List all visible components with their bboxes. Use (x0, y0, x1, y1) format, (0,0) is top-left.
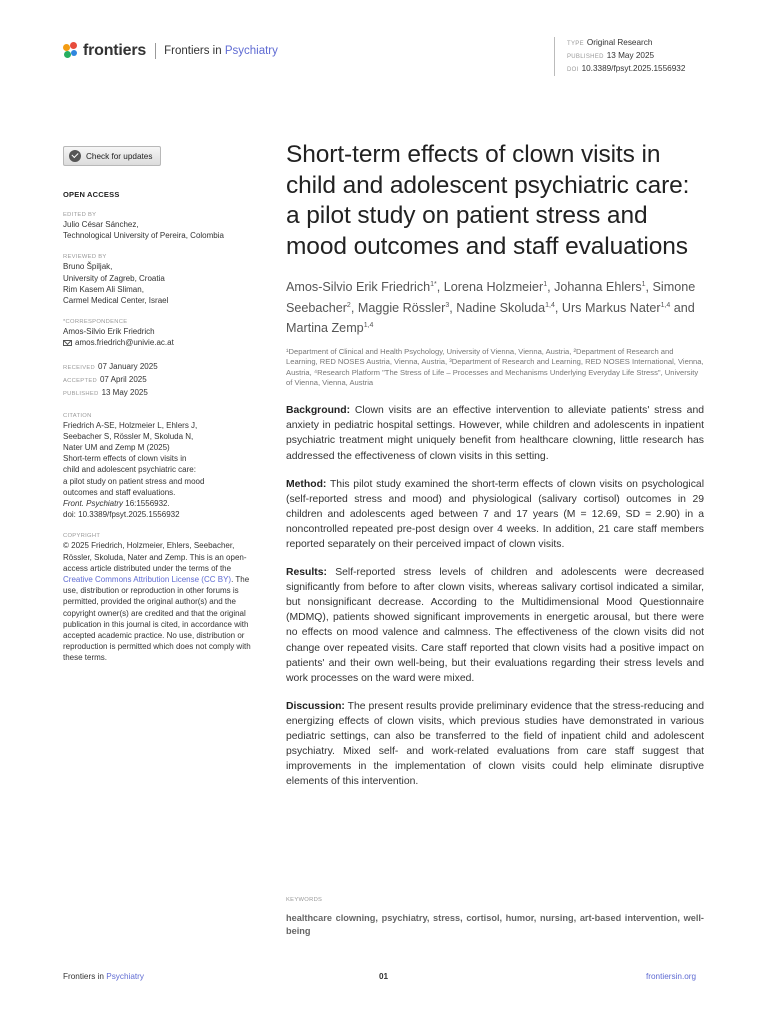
author-affiliation-marker: 1 (641, 281, 646, 288)
keywords-label: KEYWORDS (286, 897, 323, 903)
author-separator: , (645, 280, 653, 295)
abstract-text: Clown visits are an effective intervention to alleviate patients' stress and anxiety in pediatric hospital settings. However, while children and adolescents in inpatient psychiatric treatment might uniquely benefit from healthcare clowning, little research has addressed the effectiveness of clown visits in this setting. (286, 405, 704, 462)
abstract-section (286, 477, 704, 552)
author-separator: , (449, 300, 457, 315)
edited-by-label: EDITED BY (63, 212, 97, 218)
author-affiliation-marker: 3 (445, 301, 450, 309)
author-name[interactable]: Simone Seebacher (286, 280, 696, 315)
copyright-label: COPYRIGHT (63, 533, 101, 540)
author-separator: , (350, 300, 358, 315)
edited-by: Julio César Sánchez, Technological University of Pereira, Colombia (63, 220, 224, 241)
logo-wordmark: frontiers (83, 42, 147, 59)
copyright: © 2025 Friedrich, Holzmeier, Ehlers, Seebacher, Rössler, Skoluda, Nater and Zemp. This is an open-access article distributed under the terms of the Creative Commons Attribution License (CC BY). The use, distribution or reproduction in other forums is permitted, provided the original author(s) and the copyright owner(s) are credited and that the original publication in this journal is cited, in accordance with accepted academic practice. No use, distribution or reproduction is permitted which does not comply with these terms. (63, 541, 251, 663)
frontiers-logo-icon (63, 42, 79, 60)
check-for-updates-button[interactable]: Check for updates (63, 146, 161, 166)
abstract-heading: Results: (286, 567, 327, 579)
citation-doi[interactable]: doi: 10.3389/fpsyt.2025.1556932 (63, 510, 180, 520)
author-name[interactable]: Nadine Skoluda (456, 300, 546, 315)
abstract-heading: Background: (286, 405, 351, 417)
sidebar (63, 146, 263, 664)
author-affiliation-marker: 2 (346, 301, 351, 309)
footer-site-link[interactable]: frontiersin.org (646, 972, 697, 981)
article-title: Short-term effects of clown visits in child and adolescent psychiatric care: a pilot study on patient stress and mood outcomes and staff evaluations (286, 141, 690, 260)
abstract-text: This pilot study examined the short-term effects of clown visits on psychological (self-reported stress and mood) and physiological (salivary cortisol) outcomes in 29 children and adolescents aged between 7 and 17 years (M = 12.69, SD = 2.90) in a noncontrolled repeated pre-post design over 4 weeks. In addition, 21 care staff members reported separately on their perceived impact of clown visits. (286, 478, 704, 550)
affiliations: ¹Department of Clinical and Health Psychology, University of Vienna, Vienna, Austria, ²Department of Research and Learning, RED NOSES Austria, Vienna, Austria, ³Department of Research and Learning, RED NOSES International, Vienna, Austria, ⁴Research Platform "The Stress of Life – Processes and Mechanisms Underlying Everyday Life Stress", University of Vienna, Vienna, Austria (286, 347, 704, 387)
author-list (286, 276, 704, 338)
article-published: PUBLISHED 13 May 2025 (567, 51, 655, 60)
author-affiliation-marker: 1,4 (363, 322, 374, 330)
author-affiliation-marker: 1,4 (545, 301, 555, 309)
mail-icon (63, 340, 72, 346)
author-name[interactable]: Maggie Rössler (357, 300, 446, 315)
abstract-text: Self-reported stress levels of children and adolescents were decreased significantly from before to after clown visits, whereas salivary cortisol indicated a similar, but nonsignificant decrease. According to the Multidimensional Mood Questionnaire (MDMQ), patients showed significant improvements in energetic arousal, but there were no effects on mood valence and calmness. The effectiveness of the clown visits did not change over repeated visits. Care staff reported that clown visits had a positive impact on patients' and their own well-being, but their evaluations regarding their stress levels and work processes on the ward were mixed. (286, 567, 704, 684)
abstract-section (286, 565, 704, 686)
reviewed-by-label: REVIEWED BY (63, 254, 107, 261)
journal-name[interactable]: Frontiers in Psychiatry (164, 45, 278, 57)
author-affiliation-marker: 1,4 (660, 301, 671, 309)
author-name[interactable]: Urs Markus Nater (561, 300, 661, 315)
citation-label: CITATION (63, 412, 92, 419)
article-doi[interactable]: DOI 10.3389/fpsyt.2025.1556932 (567, 64, 686, 73)
cc-by-license-link[interactable]: Creative Commons Attribution License (CC BY) (63, 575, 232, 585)
author-name[interactable]: Johanna Ehlers (554, 280, 642, 295)
article-dates: RECEIVED 07 January 2025 ACCEPTED 07 April 2025 PUBLISHED 13 May 2025 (63, 361, 158, 397)
abstract-section (286, 699, 704, 790)
correspondence: Amos-Silvio Erik Friedrich amos.friedrich@univie.ac.at (63, 327, 174, 348)
keywords: healthcare clowning, psychiatry, stress, cortisol, humor, nursing, art-based intervention, well-being (286, 913, 704, 937)
abstract-heading: Method: (286, 478, 327, 490)
correspondence-label: *CORRESPONDENCE (63, 319, 128, 326)
correspondence-email[interactable]: amos.friedrich@univie.ac.at (75, 338, 174, 348)
author-name[interactable]: Lorena Holzmeier (443, 280, 544, 295)
page-number: 01 (379, 972, 389, 981)
article-main (286, 140, 704, 802)
abstract-section (286, 403, 704, 463)
author-separator: , (547, 280, 555, 295)
check-icon (69, 150, 81, 162)
author-name[interactable]: Amos-Silvio Erik Friedrich (286, 280, 431, 295)
article-type: TYPE Original Research (567, 38, 653, 47)
frontiers-logo[interactable] (63, 42, 278, 60)
abstract (286, 403, 704, 789)
article-meta (554, 37, 685, 76)
open-access-label: OPEN ACCESS (63, 190, 120, 199)
citation: Friedrich A-SE, Holzmeier L, Ehlers J, Seebacher S, Rössler M, Skoluda N, Nater UM and Zemp M (2025) Short-term effects of clown visits in child and adolescent psychiatric care: a pilot study on patient stress and mood outcomes and staff evaluations. Front. Psychiatry 16:1556932. doi: 10.3389/fpsyt.2025.1556932 (63, 420, 263, 521)
author-affiliation-marker: 1 (543, 281, 548, 288)
abstract-text: The present results provide preliminary evidence that the stress-reducing and energizing effects of clown visits, which previous studies have demonstrated in various pediatric settings, can also be transferred to the field of inpatient child and adolescent psychiatry. Mixed self- and work-related evaluations from care staff suggest that improvements in the implementation of clown visits could help eliminate disruptive elements of this intervention. (286, 700, 704, 788)
author-separator: and (670, 300, 695, 315)
author-affiliation-marker: 1* (430, 281, 437, 288)
author-name[interactable]: Martina Zemp (286, 321, 364, 336)
logo-divider (155, 43, 156, 59)
abstract-heading: Discussion: (286, 700, 345, 712)
author-separator: , (554, 300, 562, 315)
footer-journal[interactable]: Frontiers in Psychiatry (63, 972, 144, 981)
author-separator: , (436, 280, 444, 295)
reviewed-by: Bruno Špiljak, University of Zagreb, Croatia Rim Kasem Ali Sliman, Carmel Medical Center, Israel (63, 262, 169, 306)
